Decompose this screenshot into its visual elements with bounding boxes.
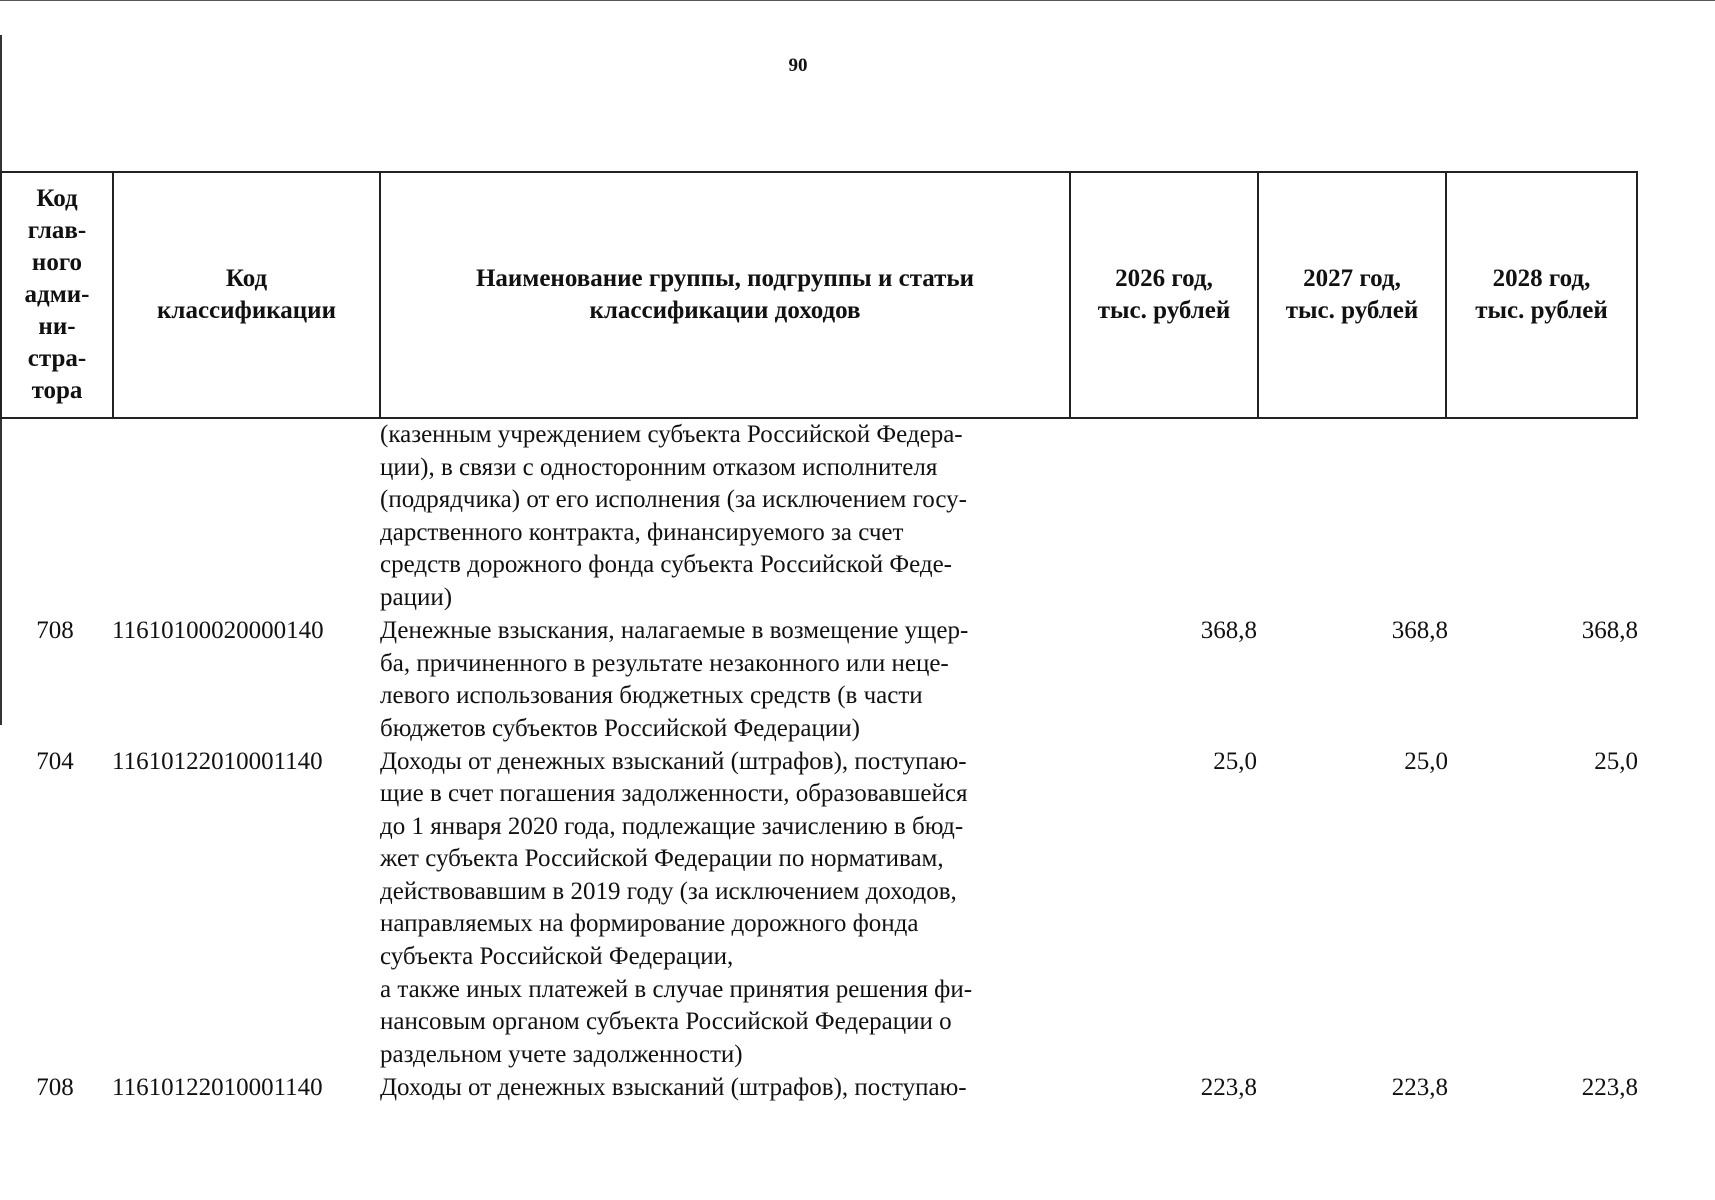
scan-edge-top bbox=[0, 0, 1715, 1]
row-value-2026: 223,8 bbox=[1200, 1073, 1257, 1101]
row-value-2028: 368,8 bbox=[1581, 617, 1638, 644]
row-name: Денежные взыскания, налагаемые в возмещение ущер- ба, причиненного в результате незаконного или неце- левого использования бюджетных средств (в части бюджетов субъектов Российской Федерации) bbox=[380, 617, 969, 742]
row-value-2026: 368,8 bbox=[1200, 617, 1257, 644]
table-body bbox=[0, 419, 1640, 1112]
row-value-2027: 25,0 bbox=[1404, 747, 1448, 775]
row-admin-code: 708 bbox=[36, 617, 74, 644]
header-admin-code: Код глав- ного адми- ни- стра- тора bbox=[1, 172, 113, 418]
row-admin-code: 708 bbox=[36, 1073, 74, 1101]
header-name: Наименование группы, подгруппы и статьи классификации доходов bbox=[380, 172, 1070, 418]
table-row bbox=[0, 1072, 1640, 1112]
table-row bbox=[0, 746, 1640, 1072]
row-admin-code: 704 bbox=[36, 747, 74, 775]
header-year-2026: 2026 год, тыс. рублей bbox=[1070, 172, 1258, 418]
row-value-2027: 223,8 bbox=[1391, 1073, 1448, 1101]
table-row bbox=[0, 419, 1640, 615]
header-year-2027: 2027 год, тыс. рублей bbox=[1258, 172, 1446, 418]
page-number: 90 bbox=[788, 55, 808, 76]
header-year-2028: 2028 год, тыс. рублей bbox=[1446, 172, 1637, 418]
row-classification-code: 11610100020000140 bbox=[112, 617, 324, 644]
row-classification-code: 11610122010001140 bbox=[112, 1073, 323, 1101]
row-value-2026: 25,0 bbox=[1213, 747, 1257, 775]
header-classification-code: Код классификации bbox=[113, 172, 380, 418]
row-name: Доходы от денежных взысканий (штрафов), поступаю- щие в счет погашения задолженности, образовавшейся до 1 января 2020 года, подлежащие зачислению в бюд- жет субъекта Российской Федерации по нормативам, действовавшим в 2019 году (за исключением доходов, направляемых на формирование дорожного фонда субъекта Российской Федерации, а также иных платежей в случае принятия решения фи- нансовым органом субъекта Российской Федерации о раздельном учете задолженности) bbox=[380, 747, 973, 1068]
row-value-2028: 223,8 bbox=[1581, 1073, 1638, 1101]
row-name: (казенным учреждением субъекта Российской Федера- ции), в связи с односторонним отказом исполнителя (подрядчика) от его исполнения (за исключением госу- дарственного контракта, финансируемого за счет средств дорожного фонда субъекта Российской Феде- рации) bbox=[380, 421, 967, 611]
row-name: Доходы от денежных взысканий (штрафов), поступаю- bbox=[380, 1073, 967, 1101]
row-value-2027: 368,8 bbox=[1391, 617, 1448, 644]
table-row bbox=[0, 615, 1640, 746]
row-classification-code: 11610122010001140 bbox=[112, 747, 323, 775]
header-row bbox=[1, 172, 1637, 418]
table-header bbox=[0, 171, 1638, 419]
row-value-2028: 25,0 bbox=[1594, 747, 1638, 775]
